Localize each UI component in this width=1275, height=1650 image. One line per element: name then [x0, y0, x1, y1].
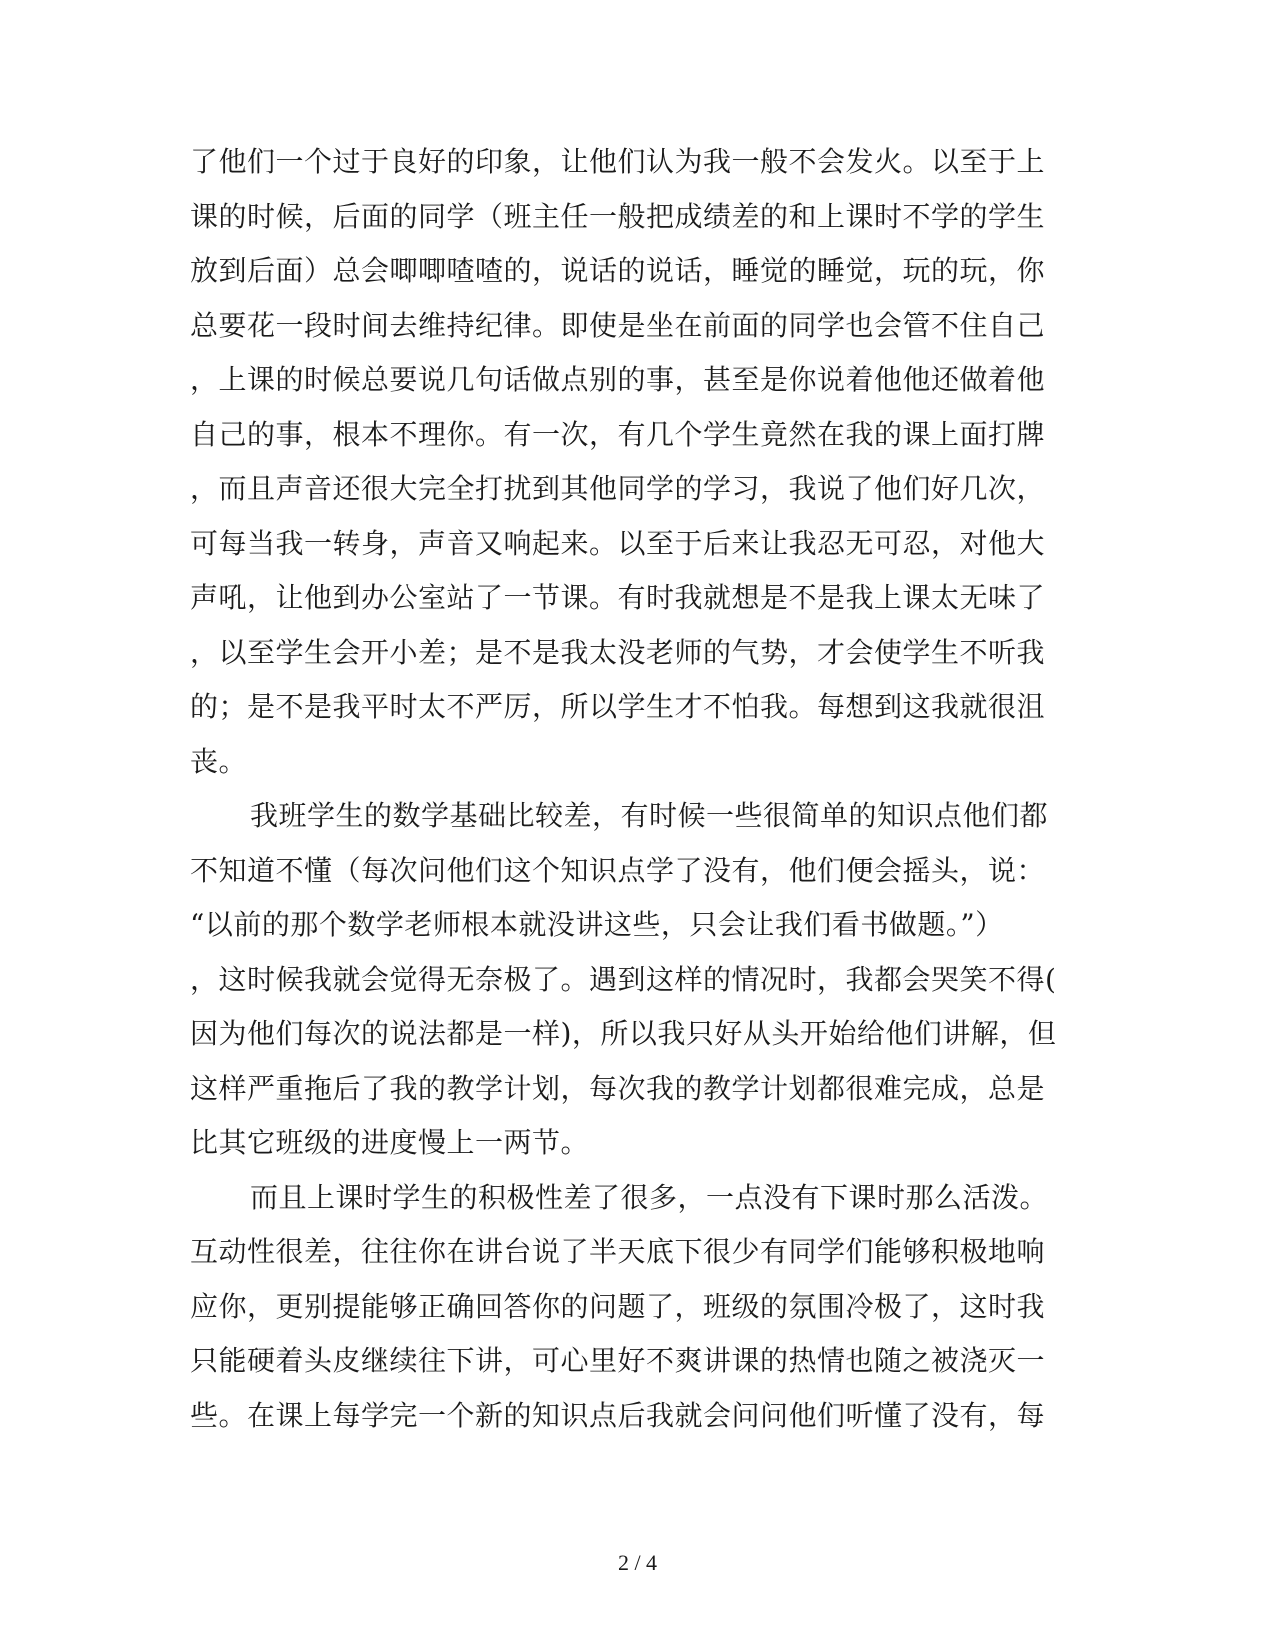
text-line: 比其它班级的进度慢上一两节。 [190, 1126, 590, 1159]
text-line: 自己的事，根本不理你。有一次，有几个学生竟然在我的课上面打牌 [190, 418, 1046, 451]
text-line: “以前的那个数学老师根本就没讲这些，只会让我们看书做题。”） [190, 908, 1004, 941]
text-line: ，以至学生会开小差；是不是我太没老师的气势，才会使学生不听我 [190, 636, 1046, 669]
text-line: 声吼，让他到办公室站了一节课。有时我就想是不是我上课太无味了 [190, 581, 1046, 614]
text-line: 可每当我一转身，声音又响起来。以至于后来让我忍无可忍，对他大 [190, 527, 1046, 560]
text-line: 不知道不懂（每次问他们这个知识点学了没有，他们便会摇头，说： [190, 854, 1046, 887]
text-line: ，这时候我就会觉得无奈极了。遇到这样的情况时，我都会哭笑不得( [190, 963, 1057, 996]
text-line: 这样严重拖后了我的教学计划，每次我的教学计划都很难完成，总是 [190, 1072, 1046, 1105]
page-number: 2 / 4 [617, 1550, 658, 1575]
paragraph-first-line: 我班学生的数学基础比较差，有时候一些很简单的知识点他们都 [250, 799, 1049, 832]
text-line: 的；是不是我平时太不严厉，所以学生才不怕我。每想到这我就很沮 [190, 690, 1046, 723]
text-line: 课的时候，后面的同学（班主任一般把成绩差的和上课时不学的学生 [190, 200, 1046, 233]
text-line: 应你，更别提能够正确回答你的问题了，班级的氛围冷极了，这时我 [190, 1290, 1046, 1323]
text-line: 只能硬着头皮继续往下讲，可心里好不爽讲课的热情也随之被浇灭一 [190, 1344, 1046, 1377]
text-line: 互动性很差，往往你在讲台说了半天底下很少有同学们能够积极地响 [190, 1235, 1046, 1268]
text-line: 些。在课上每学完一个新的知识点后我就会问问他们听懂了没有，每 [190, 1399, 1046, 1432]
text-line: 了他们一个过于良好的印象，让他们认为我一般不会发火。以至于上 [190, 145, 1046, 178]
text-line: 总要花一段时间去维持纪律。即使是坐在前面的同学也会管不住自己 [190, 309, 1046, 342]
paragraph-first-line: 而且上课时学生的积极性差了很多，一点没有下课时那么活泼。 [250, 1181, 1049, 1214]
text-line: 丧。 [190, 745, 248, 778]
text-line: ，上课的时候总要说几句话做点别的事，甚至是你说着他他还做着他 [190, 363, 1046, 396]
text-line: 因为他们每次的说法都是一样)，所以我只好从头开始给他们讲解，但 [190, 1017, 1057, 1050]
text-line: 放到后面）总会唧唧喳喳的，说话的说话，睡觉的睡觉，玩的玩，你 [190, 254, 1046, 287]
text-line: ，而且声音还很大完全打扰到其他同学的学习，我说了他们好几次， [190, 472, 1046, 505]
